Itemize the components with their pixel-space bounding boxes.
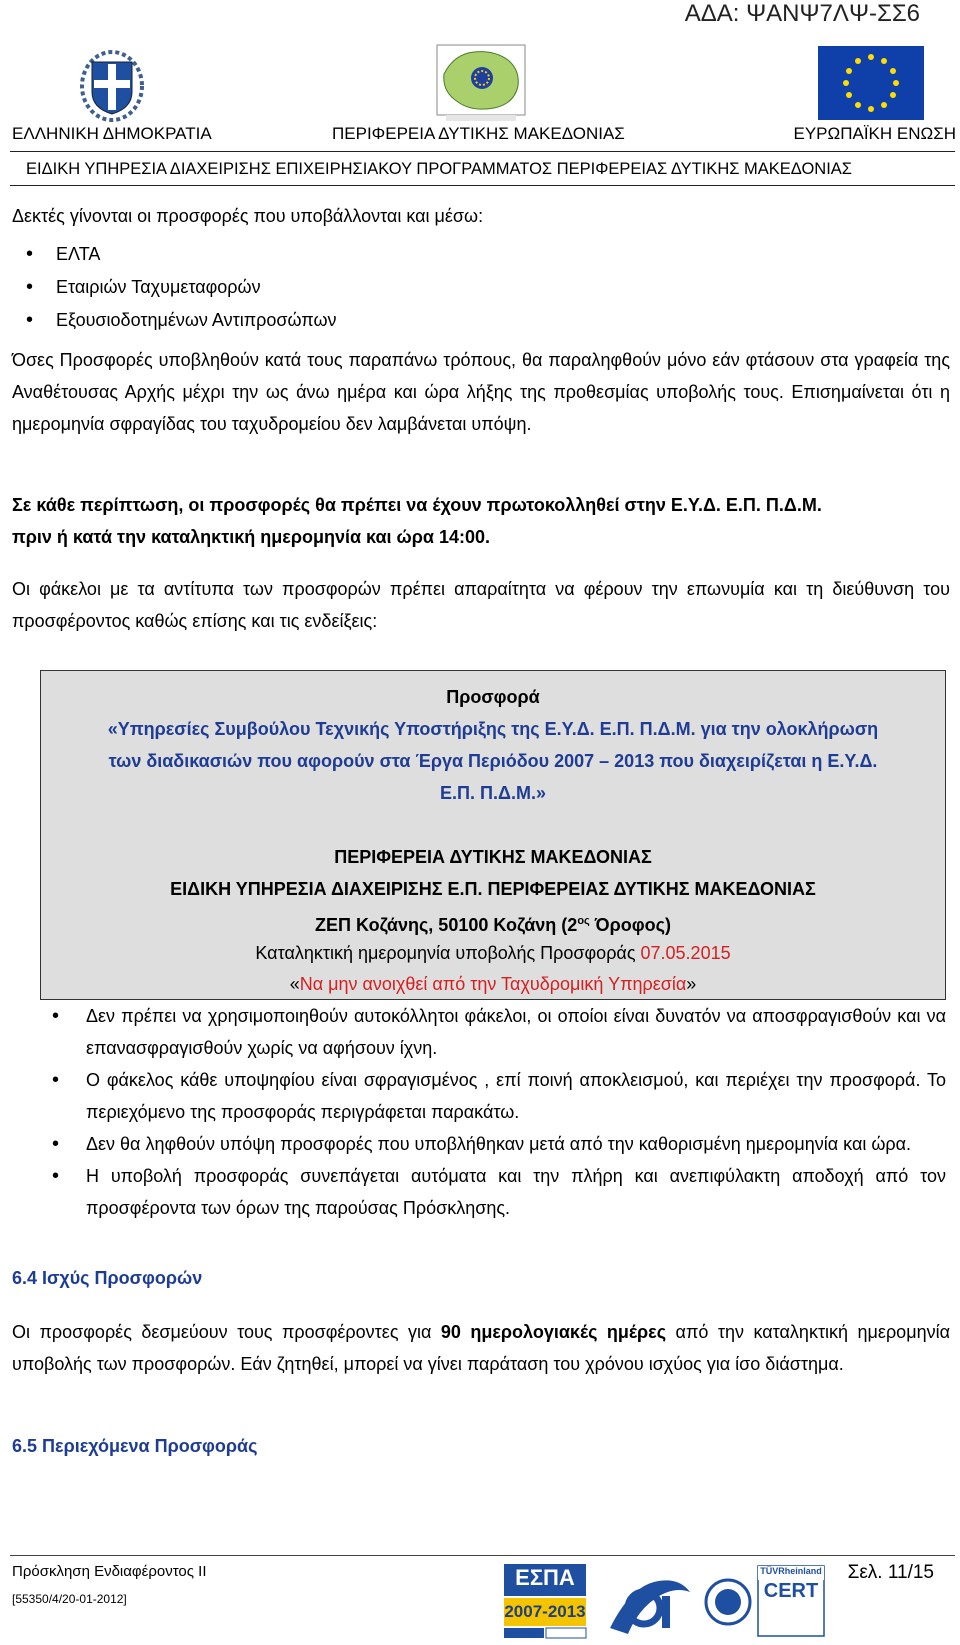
list-item: • Δεν πρέπει να χρησιμοποιηθούν αυτοκόλλητοι φάκελοι, οι οποίοι είναι δυνατόν να αποσφραγισθούν και να επανασφραγισθούν χωρίς να αφήσουν ίχνη.: [40, 1000, 946, 1064]
validity-duration: 90 ημερολογιακές ημέρες: [440, 1322, 667, 1342]
eu-flag-icon: [818, 46, 924, 120]
list-item: • Δεν θα ληφθούν υπόψη προσφορές που υποβλήθηκαν μετά από την καθορισμένη ημερομηνία και ώρα.: [40, 1128, 946, 1160]
header-logos: [0, 44, 960, 122]
box-deadline: Καταληκτική ημερομηνία υποβολής Προσφοράς 07.05.2015: [255, 943, 731, 963]
header-names: [0, 124, 960, 146]
list-item: • Εταιριών Ταχυμεταφορών: [12, 271, 950, 304]
validity-paragraph: Οι προσφορές δεσμεύουν τους προσφέροντες για 90 ημερολογιακές ημέρες από την καταληκτική ημερομηνία υποβολής των προσφορών. Εάν ζητηθεί, μπορεί να γίνει παράταση του χρόνου ισχύος για ίσο διάστημα.: [12, 1322, 950, 1374]
box-title: Προσφορά: [446, 687, 540, 707]
eu-label: ΕΥΡΩΠΑΪΚΗ ΕΝΩΣΗ: [793, 124, 956, 143]
box-region: ΠΕΡΙΦΕΡΕΙΑ ΔΥΤΙΚΗΣ ΜΑΚΕΔΟΝΙΑΣ: [334, 847, 652, 867]
list-item: • Η υποβολή προσφοράς συνεπάγεται αυτόματα και την πλήρη και ανεπιφύλακτη αποδοχή από τον προσφέροντα των όρων της παρούσας Πρόσκλησης.: [40, 1160, 946, 1224]
box-subject-line-2: των διαδικασιών που αφορούν στα Έργα Περιόδου 2007 – 2013 που διαχειρίζεται η Ε.Υ.Δ.: [108, 751, 878, 771]
envelope-rules-list: [40, 1000, 946, 1224]
list-item: • Ο φάκελος κάθε υποψηφίου είναι σφραγισμένος , επί ποινή αποκλεισμού, και περιέχει την προσφορά. Το περιεχόμενο της προσφοράς περιγράφεται παρακάτω.: [40, 1064, 946, 1128]
header-divider-bottom: [10, 185, 955, 186]
do-not-open-warning: Να μην ανοιχθεί από την Ταχυδρομική Υπηρεσία: [299, 974, 687, 994]
box-service: ΕΙΔΙΚΗ ΥΠΗΡΕΣΙΑ ΔΙΑΧΕΙΡΙΣΗΣ Ε.Π. ΠΕΡΙΦΕΡΕΙΑΣ ΔΥΤΙΚΗΣ ΜΑΚΕΔΟΝΙΑΣ: [170, 879, 816, 899]
section-6-4-heading: 6.4 Ισχύς Προσφορών: [12, 1268, 203, 1288]
footer-document-code: [55350/4/20-01-2012]: [12, 1592, 127, 1606]
deadline-date: 07.05.2015: [640, 943, 731, 963]
page-number: Σελ. 11/15: [847, 1562, 934, 1583]
envelope-label-box: [40, 670, 946, 1000]
region-label: ΠΕΡΙΦΕΡΕΙΑ ΔΥΤΙΚΗΣ ΜΑΚΕΔΟΝΙΑΣ: [332, 124, 625, 143]
west-macedonia-region-icon: [436, 44, 526, 122]
header-divider-top: [10, 151, 955, 152]
greek-emblem-icon: [70, 48, 154, 124]
ada-code: ΑΔΑ: ΨΑΝΨ7ΛΨ-ΣΣ6: [684, 0, 920, 27]
envelope-paragraph: Οι φάκελοι με τα αντίτυπα των προσφορών πρέπει απαραίτητα να φέρουν την επωνυμία και τη διεύθυνση του προσφέροντος καθώς επίσης και τις ενδείξεις:: [12, 579, 950, 631]
footer-document-title: Πρόσκληση Ενδιαφέροντος ΙΙ: [12, 1563, 207, 1580]
box-warning: «Να μην ανοιχθεί από την Ταχυδρομική Υπηρεσία»: [289, 974, 697, 994]
espa-logo-icon: ΕΣΠΑ 2007-2013: [500, 1558, 590, 1640]
section-6-5-heading: 6.5 Περιεχόμενα Προσφοράς: [12, 1436, 258, 1456]
list-item: • ΕΛΤΑ: [12, 238, 950, 271]
special-authority-logo-icon: [604, 1568, 694, 1640]
greek-republic-label: ΕΛΛΗΝΙΚΗ ΔΗΜΟΚΡΑΤΙΑ: [12, 124, 212, 143]
footer-divider: [10, 1555, 955, 1556]
list-item: • Εξουσιοδοτημένων Αντιπροσώπων: [12, 304, 950, 337]
delivery-paragraph: Όσες Προσφορές υποβληθούν κατά τους παραπάνω τρόπους, θα παραληφθούν μόνο εάν φτάσουν στα γραφεία της Αναθέτουσας Αρχής μέχρι την ως άνω ημέρα και ώρα λήξης της προθεσμίας υποβολής τους. Επισημαίνεται ότι η ημερομηνία σφραγίδας του ταχυδρομείου δεν λαμβάνεται υπόψη.: [12, 350, 950, 434]
managing-authority-subtitle: ΕΙΔΙΚΗ ΥΠΗΡΕΣΙΑ ΔΙΑΧΕΙΡΙΣΗΣ ΕΠΙΧΕΙΡΗΣΙΑΚΟΥ ΠΡΟΓΡΑΜΜΑΤΟΣ ΠΕΡΙΦΕΡΕΙΑΣ ΔΥΤΙΚΗΣ ΜΑΚΕΔΟΝΙΑΣ: [26, 160, 852, 178]
submission-methods-list: [12, 238, 950, 337]
box-address: ΖΕΠ Κοζάνης, 50100 Κοζάνη ($2^{o\varsigma}$ Όροφος): [315, 915, 671, 935]
intro-text: Δεκτές γίνονται οι προσφορές που υποβάλλονται και μέσω:: [12, 206, 484, 226]
protocol-notice-line-2: πριν ή κατά την καταληκτική ημερομηνία και ώρα 14:00.: [12, 527, 491, 547]
protocol-notice-line-1: Σε κάθε περίπτωση, οι προσφορές θα πρέπει να έχουν πρωτοκολληθεί στην Ε.Υ.Δ. Ε.Π. Π.Δ.Μ.: [12, 495, 822, 515]
box-subject-line-1: «Υπηρεσίες Συμβούλου Τεχνικής Υποστήριξης της Ε.Υ.Δ. Ε.Π. Π.Δ.Μ. για την ολοκλήρωση: [107, 719, 879, 739]
box-subject-line-3: Ε.Π. Π.Δ.Μ.»: [440, 783, 546, 803]
tuv-cert-logo-icon: TÜVRheinland CERT: [702, 1562, 828, 1640]
